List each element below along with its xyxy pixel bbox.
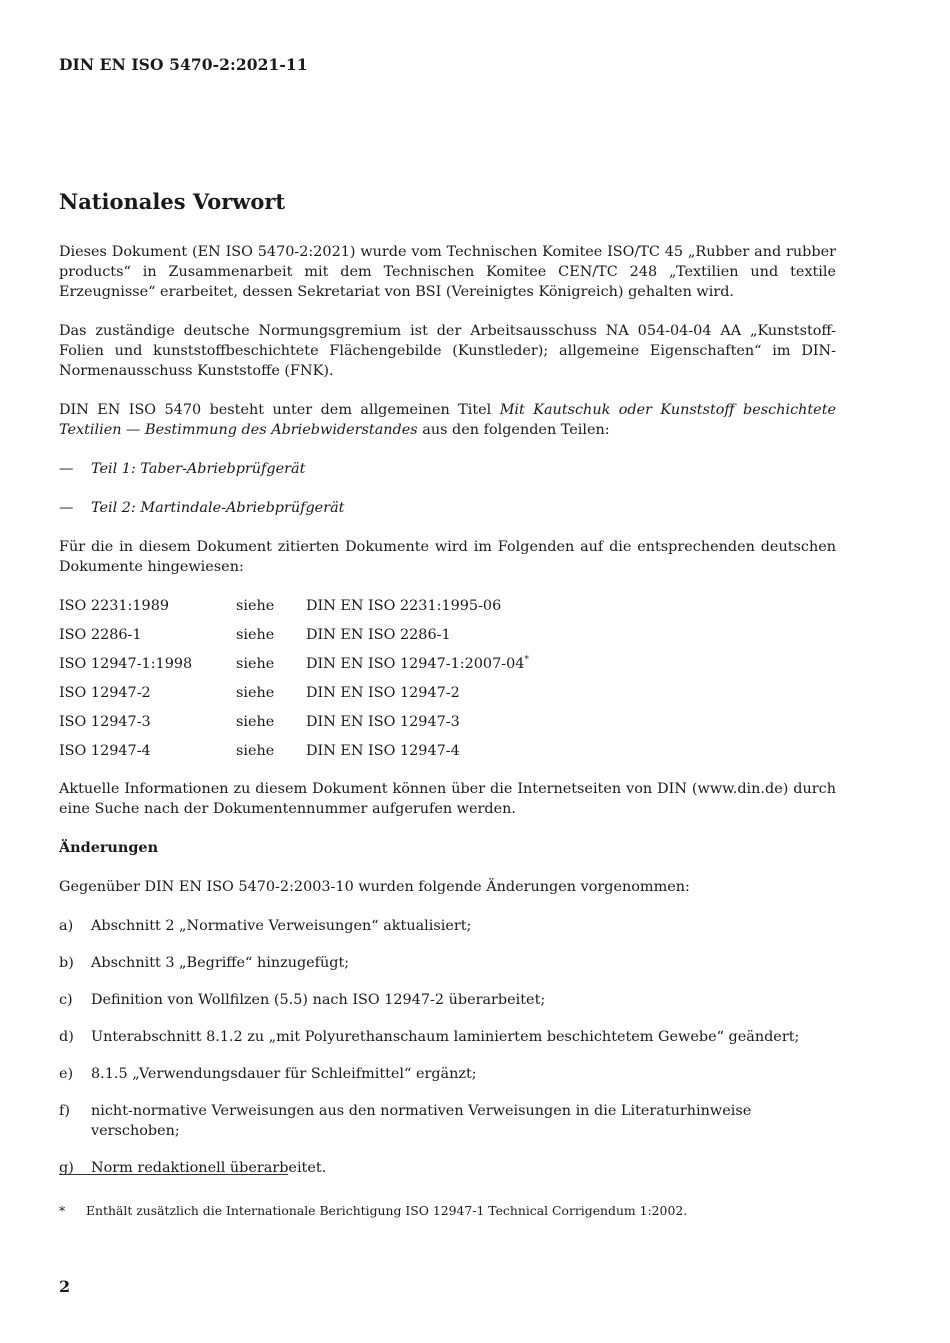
see-label: siehe xyxy=(236,743,275,759)
table-row xyxy=(59,683,836,703)
list-item xyxy=(59,953,836,973)
see-label: siehe xyxy=(236,598,275,614)
iso-reference: ISO 2231:1989 xyxy=(59,598,170,614)
list-item xyxy=(59,1027,836,1047)
list-item xyxy=(59,1158,836,1178)
part-title: Teil 2: Martindale-Abriebprüfgerät xyxy=(91,500,345,516)
change-text: Norm redaktionell überarbeitet. xyxy=(91,1160,327,1176)
din-reference: DIN EN ISO 12947-4 xyxy=(306,743,460,759)
paragraph-din-info: Aktuelle Informationen zu diesem Dokument können über die Internetseiten von DIN (www.din.de) durch eine Suche nach der Dokumentennummer aufgerufen werden. xyxy=(59,781,836,817)
din-reference: DIN EN ISO 12947-1:2007-04* xyxy=(306,655,529,672)
din-reference: DIN EN ISO 2231:1995-06 xyxy=(306,598,502,614)
footnote xyxy=(59,1202,687,1220)
din-reference: DIN EN ISO 12947-2 xyxy=(306,685,460,701)
footnote-marker: * xyxy=(524,655,529,665)
list-item xyxy=(59,990,836,1010)
list-item xyxy=(59,916,836,936)
paragraph-committee: Dieses Dokument (EN ISO 5470-2:2021) wurde vom Technischen Komitee ISO/TC 45 „Rubber and rubber products“ in Zusammenarbeit mit dem Technischen Komitee CEN/TC 248 „Textilien und textile Erzeugnisse“ erarbeitet, dessen Sekretariat von BSI (Vereinigtes Königreich) gehalten wird. xyxy=(59,244,836,300)
list-item xyxy=(59,1064,836,1084)
change-text: Abschnitt 2 „Normative Verweisungen“ aktualisiert; xyxy=(91,918,472,934)
iso-reference: ISO 12947-4 xyxy=(59,743,151,759)
general-title: Mit Kautschuk oder Kunststoff beschichtete Textilien — Bestimmung des Abriebwiderstandes xyxy=(59,402,836,438)
paragraph-references-intro: Für die in diesem Dokument zitierten Dokumente wird im Folgenden auf die entsprechenden deutschen Dokumente hingewiesen: xyxy=(59,539,836,575)
change-text: Unterabschnitt 8.1.2 zu „mit Polyurethanschaum laminiertem beschichtetem Gewebe“ geändert; xyxy=(91,1029,800,1045)
paragraph-changes-intro: Gegenüber DIN EN ISO 5470-2:2003-10 wurden folgende Änderungen vorgenommen: xyxy=(59,879,690,895)
change-text: Definition von Wollfilzen (5.5) nach ISO 12947-2 überarbeitet; xyxy=(91,992,546,1008)
part-title: Teil 1: Taber-Abriebprüfgerät xyxy=(91,461,306,477)
iso-reference: ISO 12947-3 xyxy=(59,714,151,730)
table-row xyxy=(59,596,836,616)
footnote-divider xyxy=(59,1174,288,1175)
list-label: f) xyxy=(59,1103,70,1119)
change-text: nicht-normative Verweisungen aus den normativen Verweisungen in die Literaturhinweise verschoben; xyxy=(91,1103,752,1139)
reference-table xyxy=(59,596,836,761)
paragraph-parts-intro xyxy=(59,400,836,440)
change-text: Abschnitt 3 „Begriffe“ hinzugefügt; xyxy=(91,955,350,971)
list-item xyxy=(59,459,836,479)
list-label: b) xyxy=(59,955,74,971)
parts-intro-start: DIN EN ISO 5470 besteht unter dem allgemeinen Titel xyxy=(59,402,500,418)
footnote-mark: * xyxy=(59,1203,66,1218)
iso-reference: ISO 2286-1 xyxy=(59,627,142,643)
dash-marker: — xyxy=(59,461,74,477)
din-reference: DIN EN ISO 12947-3 xyxy=(306,714,460,730)
page-title: Nationales Vorwort xyxy=(59,189,286,214)
see-label: siehe xyxy=(236,627,275,643)
iso-reference: ISO 12947-1:1998 xyxy=(59,656,193,672)
see-label: siehe xyxy=(236,685,275,701)
table-row xyxy=(59,741,836,761)
list-item xyxy=(59,1101,836,1141)
document-id-header: DIN EN ISO 5470-2:2021-11 xyxy=(59,55,308,74)
list-label: d) xyxy=(59,1029,74,1045)
dash-marker: — xyxy=(59,500,74,516)
page-number: 2 xyxy=(59,1277,71,1296)
table-row xyxy=(59,654,836,674)
list-label: a) xyxy=(59,918,74,934)
change-text: 8.1.5 „Verwendungsdauer für Schleifmittel“ ergänzt; xyxy=(91,1066,477,1082)
see-label: siehe xyxy=(236,656,275,672)
footnote-text: Enthält zusätzlich die Internationale Berichtigung ISO 12947-1 Technical Corrigendum 1:2002. xyxy=(86,1203,688,1218)
paragraph-standards-body: Das zuständige deutsche Normungsgremium ist der Arbeitsausschuss NA 054-04-04 AA „Kunststoff-Folien und kunststoffbeschichtete Flächengebilde (Kunstleder); allgemeine Eigenschaften“ im DIN-Normenausschuss Kunststoffe (FNK). xyxy=(59,323,836,379)
changes-heading: Änderungen xyxy=(59,839,159,856)
din-reference: DIN EN ISO 2286-1 xyxy=(306,627,451,643)
table-row xyxy=(59,625,836,645)
list-label: g) xyxy=(59,1160,74,1176)
parts-intro-end: aus den folgenden Teilen: xyxy=(417,422,610,438)
main-content xyxy=(59,188,836,1195)
iso-reference: ISO 12947-2 xyxy=(59,685,151,701)
table-row xyxy=(59,712,836,732)
see-label: siehe xyxy=(236,714,275,730)
list-label: e) xyxy=(59,1066,74,1082)
list-label: c) xyxy=(59,992,73,1008)
list-item xyxy=(59,498,836,518)
